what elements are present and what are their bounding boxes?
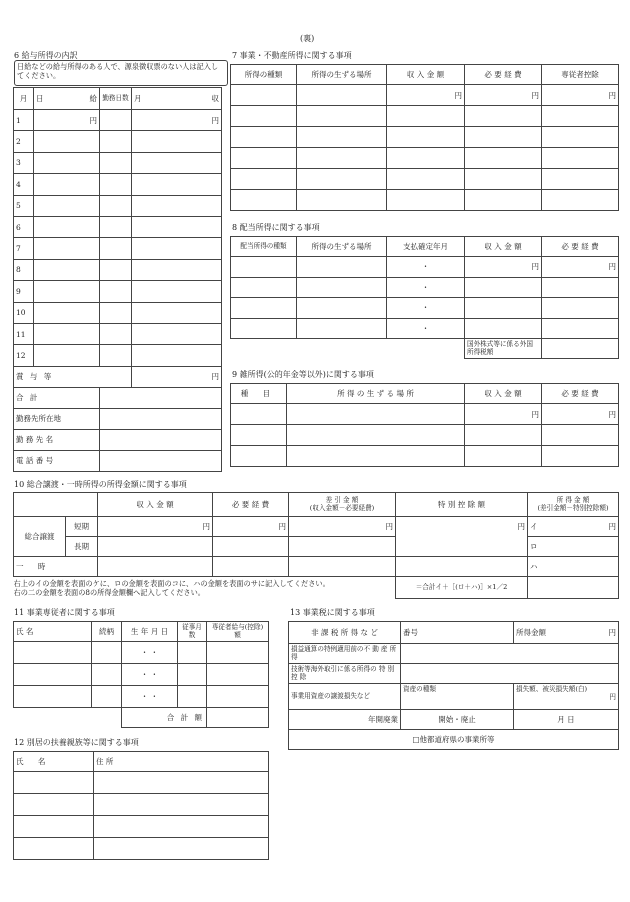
- s9-row: [231, 425, 619, 446]
- salary-row: [14, 302, 222, 323]
- salary-work-days[interactable]: [100, 281, 132, 302]
- dividend-table: [230, 236, 619, 359]
- s9-header-expense: 必 要 経 費: [542, 384, 619, 404]
- loss-label: 損失額、被災損失額(白) 円: [514, 684, 619, 710]
- salary-month: 10: [14, 302, 34, 323]
- bonus-yen[interactable]: 円: [132, 366, 222, 387]
- s8-expense[interactable]: [542, 277, 619, 298]
- s9-header-place: 所 得 の 生 ず る 場 所: [287, 384, 465, 404]
- s11-total-label: 合 計 額: [122, 708, 207, 728]
- section7-title: 7 事業・不動産所得に関する事項: [232, 51, 352, 60]
- income-amount-label: 所得金額 円: [514, 622, 619, 644]
- workplace-label: 勤 務 先 名: [14, 429, 100, 450]
- header-month-income: 月 収: [132, 88, 222, 110]
- salary-month: 9: [14, 281, 34, 302]
- s7-amount[interactable]: [465, 106, 542, 127]
- formula-label: ＝合計イ＋［(ロ＋ハ)］×1／2: [396, 577, 528, 599]
- s8-date[interactable]: ・: [387, 298, 465, 319]
- other-prefecture-checkbox[interactable]: □他都道府県の事業所等: [289, 730, 619, 750]
- s8-type[interactable]: [231, 318, 297, 339]
- s8-place[interactable]: [297, 277, 387, 298]
- section6-note: 日給などの給与所得のある人で、源泉徴収票のない人は記入してください。: [14, 60, 228, 86]
- salary-work-days[interactable]: [100, 195, 132, 216]
- s8-date[interactable]: ・: [387, 277, 465, 298]
- s10-header-expense: 必 要 経 費: [213, 493, 289, 517]
- salary-work-days[interactable]: [100, 302, 132, 323]
- s8-place[interactable]: [297, 298, 387, 319]
- s7-amount[interactable]: [465, 148, 542, 169]
- s9-income[interactable]: 円: [465, 404, 542, 425]
- s7-amount[interactable]: [542, 190, 619, 211]
- s7-amount[interactable]: [387, 106, 465, 127]
- s8-row: [231, 318, 619, 339]
- salary-month: 3: [14, 152, 34, 173]
- salary-month: 1: [14, 110, 34, 131]
- salary-day-pay[interactable]: [34, 174, 100, 195]
- start-end-label: 開始・廃止: [401, 710, 514, 730]
- s8-date[interactable]: ・: [387, 318, 465, 339]
- s8-type[interactable]: [231, 298, 297, 319]
- separate-dependents-table: [13, 751, 269, 860]
- salary-income[interactable]: 円: [132, 110, 222, 131]
- s7-amount[interactable]: [465, 127, 542, 148]
- salary-work-days[interactable]: [100, 216, 132, 237]
- s8-income[interactable]: 円: [465, 257, 542, 278]
- s12-header-name: 氏 名: [14, 752, 94, 772]
- section12-title: 12 別居の扶養親族等に関する事項: [14, 738, 139, 747]
- s10-header-diff: 差 引 金 額 (収入金額－必要経費): [289, 493, 396, 517]
- formula-value[interactable]: [528, 577, 619, 599]
- phone-label: 電 話 番 号: [14, 450, 100, 471]
- misc-income-table: [230, 383, 619, 467]
- s11-row: [14, 642, 269, 664]
- s8-row: [231, 298, 619, 319]
- s7-row: [231, 85, 619, 106]
- s8-header-expense: 必 要 経 費: [542, 237, 619, 257]
- s11-relation[interactable]: [92, 664, 122, 686]
- salary-income[interactable]: [132, 131, 222, 152]
- section11-title: 11 事業専従者に関する事項: [14, 608, 115, 617]
- s7-place[interactable]: [297, 169, 387, 190]
- ichiji-label: 一 時: [14, 557, 98, 577]
- workplace-addr-value[interactable]: [100, 408, 222, 429]
- s8-expense[interactable]: 円: [542, 257, 619, 278]
- s7-place[interactable]: [297, 190, 387, 211]
- s7-place[interactable]: [297, 85, 387, 106]
- s11-total-value[interactable]: [207, 708, 269, 728]
- long-term-label: 長期: [66, 537, 98, 557]
- salary-work-days[interactable]: [100, 259, 132, 280]
- salary-day-pay[interactable]: [34, 238, 100, 259]
- s7-amount[interactable]: [465, 190, 542, 211]
- s12-row: [14, 838, 269, 860]
- s7-type[interactable]: [231, 127, 297, 148]
- s11-row: [14, 686, 269, 708]
- salary-row: [14, 281, 222, 302]
- s9-item[interactable]: [231, 425, 287, 446]
- business-income-table: [230, 64, 619, 211]
- ichiji-diff[interactable]: [289, 557, 396, 577]
- s11-header-birth: 生 年 月 日: [122, 622, 178, 642]
- total-value[interactable]: [100, 387, 222, 408]
- salary-day-pay[interactable]: [34, 323, 100, 344]
- salary-row: [14, 174, 222, 195]
- s9-header-income: 収 入 金 額: [465, 384, 542, 404]
- tech-overseas-label: 技術等海外取引に係る所得の 特 別 控 除: [289, 664, 401, 684]
- real-estate-value[interactable]: [401, 644, 619, 664]
- salary-income[interactable]: [132, 259, 222, 280]
- section10-title: 10 総合譲渡・一時所得の所得金額に関する事項: [14, 480, 187, 489]
- business-tax-table: [288, 621, 619, 750]
- s9-expense[interactable]: 円: [542, 404, 619, 425]
- salary-row: [14, 152, 222, 173]
- s7-amount[interactable]: [387, 127, 465, 148]
- s12-name[interactable]: [14, 794, 94, 816]
- s7-amount[interactable]: [542, 169, 619, 190]
- salary-income[interactable]: [132, 302, 222, 323]
- salary-work-days[interactable]: [100, 152, 132, 173]
- long-income[interactable]: [98, 537, 213, 557]
- s8-row: [231, 277, 619, 298]
- s8-type[interactable]: [231, 257, 297, 278]
- section9-title: 9 雑所得(公的年金等以外)に関する事項: [232, 370, 374, 379]
- salary-income[interactable]: [132, 216, 222, 237]
- s8-header-income: 収 入 金 額: [465, 237, 542, 257]
- section8-title: 8 配当所得に関する事項: [232, 223, 320, 232]
- salary-row: [14, 216, 222, 237]
- s7-row: [231, 169, 619, 190]
- s8-header-type: 配当所得の種類: [231, 237, 297, 257]
- s8-place[interactable]: [297, 318, 387, 339]
- salary-day-pay[interactable]: [34, 281, 100, 302]
- month-day-label: 月 日: [514, 710, 619, 730]
- s8-header-place: 所得の生ずる場所: [297, 237, 387, 257]
- salary-work-days[interactable]: [100, 110, 132, 131]
- s10-header-special: 特 別 控 除 額: [396, 493, 528, 517]
- s8-income[interactable]: [465, 277, 542, 298]
- s11-row: [14, 664, 269, 686]
- s10-header-income: 収 入 金 額: [98, 493, 213, 517]
- s11-salary[interactable]: [207, 686, 269, 708]
- s9-item[interactable]: [231, 404, 287, 425]
- s11-header-salary: 専従者給与(控除)額: [207, 622, 269, 642]
- s7-amount[interactable]: [387, 190, 465, 211]
- salary-month: 8: [14, 259, 34, 280]
- salary-month: 5: [14, 195, 34, 216]
- salary-month: 12: [14, 345, 34, 366]
- s7-row: [231, 148, 619, 169]
- s11-relation[interactable]: [92, 642, 122, 664]
- salary-month: 2: [14, 131, 34, 152]
- salary-month: 6: [14, 216, 34, 237]
- s8-header-date: 支払確定年月: [387, 237, 465, 257]
- salary-day-pay[interactable]: [34, 131, 100, 152]
- s9-place[interactable]: [287, 446, 465, 467]
- s9-place[interactable]: [287, 404, 465, 425]
- s11-relation[interactable]: [92, 686, 122, 708]
- s7-row: [231, 127, 619, 148]
- salary-work-days[interactable]: [100, 174, 132, 195]
- s10-header-income-amt: 所 得 金 額 (差引金額－特別控除額): [528, 493, 619, 517]
- salary-row: [14, 238, 222, 259]
- s9-expense[interactable]: [542, 446, 619, 467]
- salary-month: 4: [14, 174, 34, 195]
- s7-header-place: 所得の生ずる場所: [297, 65, 387, 85]
- short-income[interactable]: 円: [98, 517, 213, 537]
- s7-header-type: 所得の種類: [231, 65, 297, 85]
- family-employee-table: [13, 621, 269, 728]
- year-close-label: 年開廃業: [289, 710, 401, 730]
- ichiji-special[interactable]: [396, 557, 528, 577]
- s7-type[interactable]: [231, 85, 297, 106]
- salary-work-days[interactable]: [100, 131, 132, 152]
- s9-income[interactable]: [465, 446, 542, 467]
- salary-income[interactable]: [132, 281, 222, 302]
- s7-place[interactable]: [297, 106, 387, 127]
- s8-date[interactable]: ・: [387, 257, 465, 278]
- salary-day-pay[interactable]: [34, 345, 100, 366]
- s11-salary[interactable]: [207, 642, 269, 664]
- short-expense[interactable]: 円: [213, 517, 289, 537]
- s11-name[interactable]: [14, 642, 92, 664]
- s12-name[interactable]: [14, 838, 94, 860]
- s11-name[interactable]: [14, 664, 92, 686]
- s7-amount[interactable]: [542, 148, 619, 169]
- s7-header-income: 収 入 金 額: [387, 65, 465, 85]
- s8-row: [231, 257, 619, 278]
- real-estate-label: 損益通算の特例適用前の不 動 産 所 得: [289, 644, 401, 664]
- mark-ha[interactable]: ハ: [528, 557, 619, 577]
- s7-amount[interactable]: [465, 169, 542, 190]
- s11-name[interactable]: [14, 686, 92, 708]
- ichiji-expense[interactable]: [213, 557, 289, 577]
- s7-row: [231, 190, 619, 211]
- salary-month: 7: [14, 238, 34, 259]
- s8-income[interactable]: [465, 298, 542, 319]
- salary-row: [14, 195, 222, 216]
- s7-place[interactable]: [297, 127, 387, 148]
- section6-title: 6 給与所得の内訳: [14, 51, 78, 60]
- s7-amount[interactable]: [387, 148, 465, 169]
- workplace-value[interactable]: [100, 429, 222, 450]
- bonus-label: 賞 与 等: [14, 366, 132, 387]
- s12-address[interactable]: [94, 816, 269, 838]
- s8-expense[interactable]: [542, 298, 619, 319]
- s12-header-address: 住 所: [94, 752, 269, 772]
- s12-row: [14, 772, 269, 794]
- s11-months[interactable]: [178, 642, 207, 664]
- foreign-tax-label: 国外株式等に係る外国所得税額: [465, 339, 542, 359]
- s8-income[interactable]: [465, 318, 542, 339]
- salary-income[interactable]: [132, 152, 222, 173]
- long-diff[interactable]: [289, 537, 396, 557]
- s7-type[interactable]: [231, 169, 297, 190]
- salary-row: [14, 259, 222, 280]
- long-expense[interactable]: [213, 537, 289, 557]
- s7-row: [231, 106, 619, 127]
- header-month: 月: [14, 88, 34, 110]
- section13-title: 13 事業税に関する事項: [290, 608, 375, 617]
- short-term-label: 短期: [66, 517, 98, 537]
- header-work-days: 勤務日数: [100, 88, 132, 110]
- salary-day-pay[interactable]: [34, 195, 100, 216]
- mark-ro[interactable]: ロ: [528, 537, 619, 557]
- s7-amount[interactable]: [542, 127, 619, 148]
- s8-place[interactable]: [297, 257, 387, 278]
- s7-type[interactable]: [231, 190, 297, 211]
- header-day-pay: 日 給: [34, 88, 100, 110]
- s8-expense[interactable]: [542, 318, 619, 339]
- s12-row: [14, 794, 269, 816]
- s11-salary[interactable]: [207, 664, 269, 686]
- s7-amount[interactable]: [387, 169, 465, 190]
- ichiji-income[interactable]: [98, 557, 213, 577]
- s7-type[interactable]: [231, 106, 297, 127]
- special-deduction[interactable]: 円: [396, 517, 528, 557]
- mark-i[interactable]: イ 円: [528, 517, 619, 537]
- s11-birth[interactable]: ・ ・: [122, 686, 178, 708]
- nontaxable-label: 非 課 税 所 得 な ど: [289, 622, 401, 644]
- salary-day-pay[interactable]: 円: [34, 110, 100, 131]
- workplace-addr-label: 勤務先所在地: [14, 408, 100, 429]
- s11-header-months: 従事月数: [178, 622, 207, 642]
- salary-table: [13, 87, 222, 472]
- salary-row: [14, 110, 222, 131]
- s7-type[interactable]: [231, 148, 297, 169]
- s9-place[interactable]: [287, 425, 465, 446]
- capital-gains-table: [13, 492, 619, 599]
- salary-income[interactable]: [132, 238, 222, 259]
- tech-overseas-value[interactable]: [401, 664, 619, 684]
- salary-day-pay[interactable]: [34, 302, 100, 323]
- sogo-label: 総合譲渡: [14, 517, 66, 557]
- s9-income[interactable]: [465, 425, 542, 446]
- phone-value[interactable]: [100, 450, 222, 471]
- salary-day-pay[interactable]: [34, 259, 100, 280]
- s11-months[interactable]: [178, 686, 207, 708]
- s12-address[interactable]: [94, 794, 269, 816]
- s9-row: [231, 446, 619, 467]
- s12-address[interactable]: [94, 838, 269, 860]
- foreign-tax-value[interactable]: [542, 339, 619, 359]
- s7-amount[interactable]: 円: [542, 85, 619, 106]
- salary-work-days[interactable]: [100, 238, 132, 259]
- s11-header-name: 氏 名: [14, 622, 92, 642]
- salary-work-days[interactable]: [100, 345, 132, 366]
- s12-address[interactable]: [94, 772, 269, 794]
- salary-row: [14, 345, 222, 366]
- s12-name[interactable]: [14, 772, 94, 794]
- salary-day-pay[interactable]: [34, 152, 100, 173]
- s12-row: [14, 816, 269, 838]
- s12-name[interactable]: [14, 816, 94, 838]
- s10-notes: 右上のイの金額を表面のケに、ロの金額を表面のコに、ハの金額を表面のサに記入してください。 右の二の金額を表面の8の所得金額欄へ記入してください。: [14, 577, 396, 599]
- salary-work-days[interactable]: [100, 323, 132, 344]
- short-diff[interactable]: 円: [289, 517, 396, 537]
- salary-row: [14, 323, 222, 344]
- s7-amount[interactable]: 円: [387, 85, 465, 106]
- s7-header-deduction: 専従者控除: [542, 65, 619, 85]
- number-label: 番号: [401, 622, 514, 644]
- salary-income[interactable]: [132, 174, 222, 195]
- salary-month: 11: [14, 323, 34, 344]
- s11-header-relation: 続柄: [92, 622, 122, 642]
- s8-type[interactable]: [231, 277, 297, 298]
- salary-row: [14, 131, 222, 152]
- s7-amount[interactable]: 円: [465, 85, 542, 106]
- s9-item[interactable]: [231, 446, 287, 467]
- s11-birth[interactable]: ・ ・: [122, 642, 178, 664]
- page-title: (裏): [300, 34, 315, 43]
- s7-amount[interactable]: [542, 106, 619, 127]
- asset-type-label: 資産の種類: [401, 684, 514, 710]
- s11-birth[interactable]: ・ ・: [122, 664, 178, 686]
- s9-header-item: 種 目: [231, 384, 287, 404]
- s9-expense[interactable]: [542, 425, 619, 446]
- s11-months[interactable]: [178, 664, 207, 686]
- salary-income[interactable]: [132, 195, 222, 216]
- s7-header-expense: 必 要 経 費: [465, 65, 542, 85]
- total-label: 合 計: [14, 387, 100, 408]
- s7-place[interactable]: [297, 148, 387, 169]
- asset-loss-label: 事業用資産の譲渡損失など: [289, 684, 401, 710]
- salary-income[interactable]: [132, 323, 222, 344]
- salary-income[interactable]: [132, 345, 222, 366]
- salary-day-pay[interactable]: [34, 216, 100, 237]
- s9-row: [231, 404, 619, 425]
